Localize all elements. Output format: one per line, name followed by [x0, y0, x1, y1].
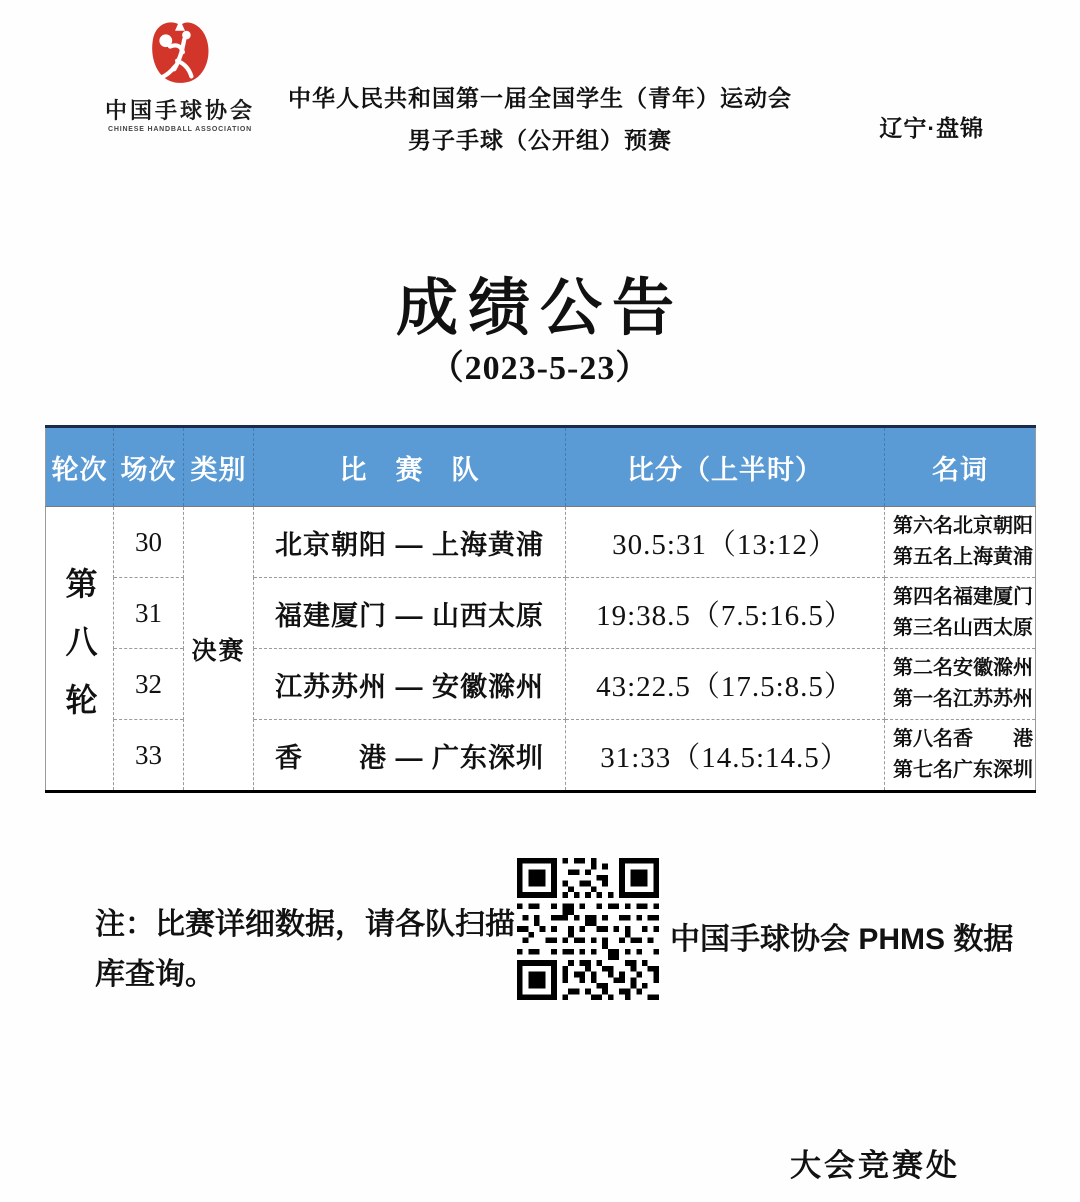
- qr-code: [517, 858, 659, 1000]
- rank-line: [893, 684, 1033, 715]
- round-label: 第八轮: [61, 566, 98, 741]
- rank-cell: [885, 578, 1036, 649]
- rank-line: [893, 755, 1033, 786]
- rank-position: 第六名: [893, 515, 953, 537]
- table-row: [46, 507, 1036, 578]
- matchup: 北京朝阳 — 上海黄浦: [254, 507, 566, 578]
- rank-position: 第四名: [893, 586, 953, 608]
- rank-cell: [885, 507, 1036, 578]
- footer-signature: 大会竞赛处: [790, 1148, 960, 1183]
- score: 19:38.5（7.5:16.5）: [566, 578, 885, 649]
- rank-line: [893, 582, 1033, 613]
- rank-line: [893, 724, 1033, 755]
- match-number: 30: [114, 507, 184, 578]
- matchup: 香 港 — 广东深圳: [254, 720, 566, 792]
- rank-cell: [885, 649, 1036, 720]
- rank-line: [893, 511, 1033, 542]
- rank-team: 江苏苏州: [953, 688, 1033, 710]
- note-text-left: [95, 900, 525, 1000]
- matchup: 江苏苏州 — 安徽滁州: [254, 649, 566, 720]
- score: 30.5:31（13:12）: [566, 507, 885, 578]
- col-header-match: 场次: [114, 427, 184, 507]
- col-header-category: 类别: [184, 427, 254, 507]
- rank-line: [893, 542, 1033, 573]
- col-header-rank: 名词: [885, 427, 1036, 507]
- rank-team: 山西太原: [953, 617, 1033, 639]
- matchup: 福建厦门 — 山西太原: [254, 578, 566, 649]
- logo-title: 中国手球协会: [104, 98, 255, 123]
- rank-line: [893, 613, 1033, 644]
- col-header-score: 比分（上半时）: [566, 427, 885, 507]
- rank-line: [893, 653, 1033, 684]
- page-date: （2023-5-23）: [429, 350, 651, 387]
- rank-team: 北京朝阳: [953, 515, 1033, 537]
- col-header-round: 轮次: [46, 427, 114, 507]
- results-table: [45, 425, 1036, 793]
- score: 43:22.5（17.5:8.5）: [566, 649, 885, 720]
- match-number: 33: [114, 720, 184, 792]
- round-cell: [46, 507, 114, 792]
- rank-team: 上海黄浦: [953, 546, 1033, 568]
- rank-position: 第七名: [893, 759, 953, 781]
- rank-team: 安徽滁州: [953, 657, 1033, 679]
- score: 31:33（14.5:14.5）: [566, 720, 885, 792]
- rank-cell: [885, 720, 1036, 792]
- table-header-row: [46, 427, 1036, 507]
- match-number: 32: [114, 649, 184, 720]
- page-title: 成绩公告: [395, 274, 684, 343]
- note-text-right: 中国手球协会 PHMS 数据: [670, 923, 1014, 956]
- rank-position: 第三名: [893, 617, 953, 639]
- results-table-container: [45, 425, 1035, 793]
- category-cell: 决赛: [184, 507, 254, 792]
- rank-position: 第二名: [893, 657, 953, 679]
- rank-position: 第五名: [893, 546, 953, 568]
- rank-position: 第一名: [893, 688, 953, 710]
- rank-team: 广东深圳: [953, 759, 1033, 781]
- note-line-2: 库查询。: [95, 958, 215, 991]
- event-location: 辽宁·盘锦: [879, 115, 984, 141]
- event-name: 中华人民共和国第一届全国学生（青年）运动会: [288, 85, 792, 111]
- col-header-teams: 比 赛 队: [254, 427, 566, 507]
- rank-position: 第八名: [893, 728, 953, 750]
- event-stage: 男子手球（公开组）预赛: [408, 127, 672, 153]
- logo-subtitle: CHINESE HANDBALL ASSOCIATION: [108, 126, 252, 133]
- rank-team: 福建厦门: [953, 586, 1033, 608]
- rank-team: 香 港: [953, 728, 1033, 750]
- match-number: 31: [114, 578, 184, 649]
- note-section: [0, 852, 1080, 1012]
- note-line-1: 注：比赛详细数据，请各队扫描: [95, 908, 515, 941]
